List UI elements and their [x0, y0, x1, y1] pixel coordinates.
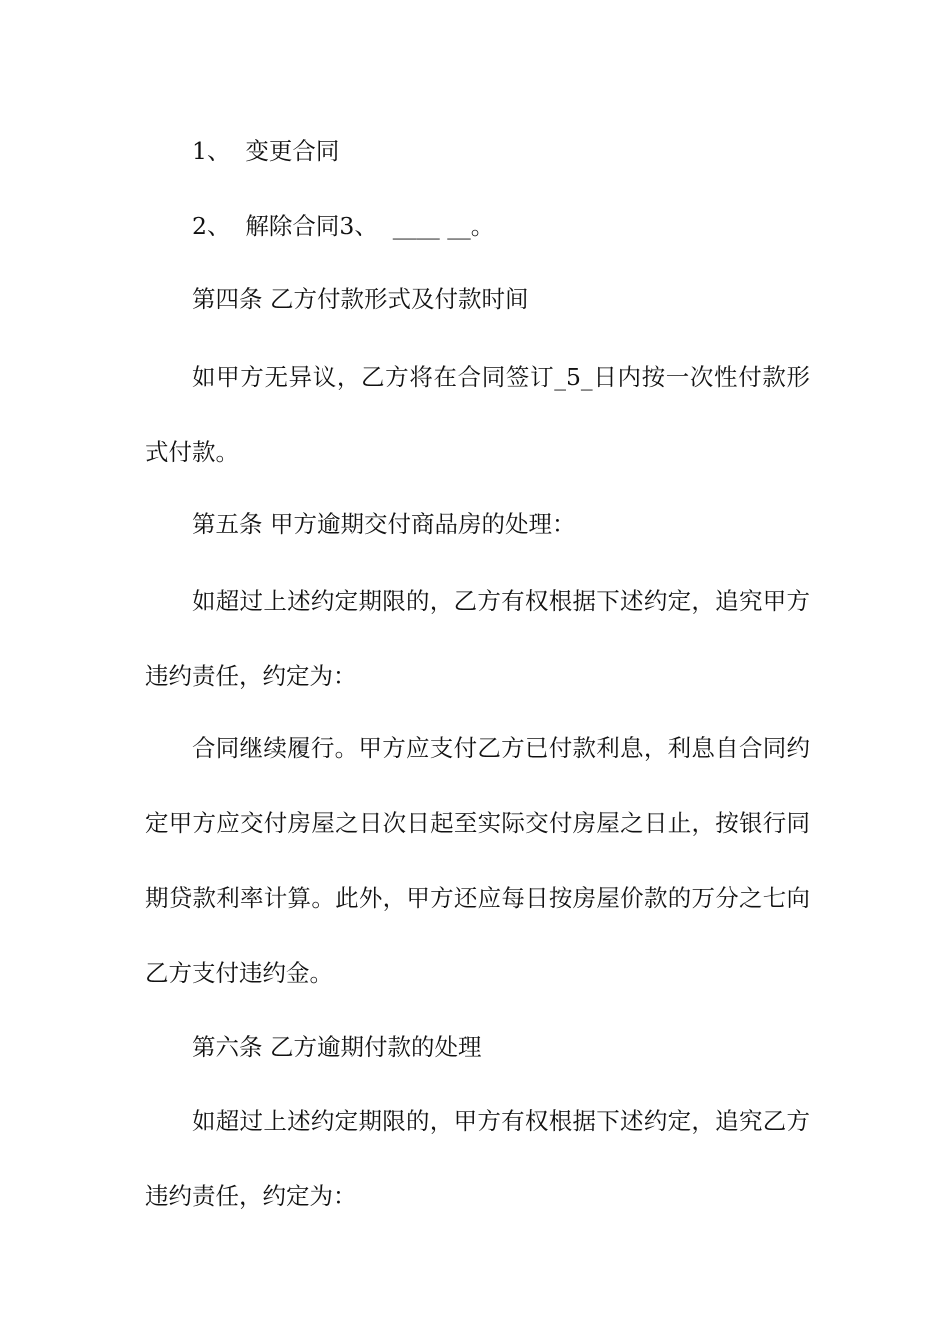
list-item-change-contract: 1、 变更合同 [192, 137, 340, 165]
list-item-terminate-contract: 2、 解除合同3、 ____ __。 [192, 212, 495, 240]
article-6-heading: 第六条 乙方逾期付款的处理 [192, 1033, 482, 1061]
article-6-body: 如超过上述约定期限的，甲方有权根据下述约定，追究乙方违约责任，约定为： [145, 1107, 810, 1210]
article-5-heading: 第五条 甲方逾期交付商品房的处理： [192, 510, 576, 538]
article-5-terms: 合同继续履行。甲方应支付乙方已付款利息，利息自合同约定甲方应交付房屋之日次日起至实际交付房屋之日止，按银行同期贷款利率计算。此外，甲方还应每日按房屋价款的万分之七向乙方支付违约金。 [145, 734, 810, 987]
article-5-body: 如超过上述约定期限的，乙方有权根据下述约定，追究甲方违约责任，约定为： [145, 587, 810, 690]
article-4-heading: 第四条 乙方付款形式及付款时间 [192, 285, 529, 313]
article-4-body: 如甲方无异议，乙方将在合同签订_5_日内按一次性付款形式付款。 [145, 363, 810, 466]
